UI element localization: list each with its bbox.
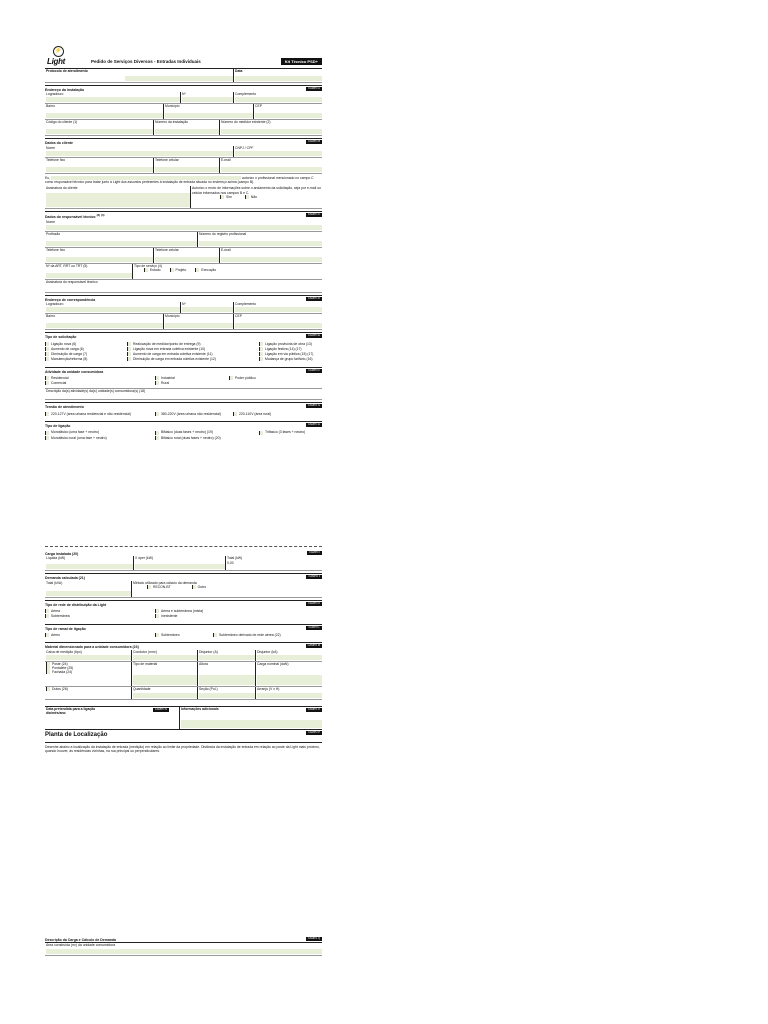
- section-installation-address: [45, 85, 322, 136]
- section-title: Tipo de ramal de ligação: [45, 626, 86, 631]
- cpf-field[interactable]: [235, 151, 322, 156]
- drawing-area[interactable]: [45, 756, 322, 936]
- request-checkbox[interactable]: [259, 342, 263, 346]
- logo-text: Light: [47, 57, 66, 66]
- request-option: Realocação de medidor/ponto de entrega (9): [133, 341, 201, 346]
- intended-date-label: Data pretendida para a ligação: [46, 706, 96, 711]
- branch-checkbox[interactable]: [155, 633, 159, 637]
- campo-tag: CAMPO G: [307, 404, 320, 408]
- execution-checkbox[interactable]: [195, 268, 199, 272]
- email-label: E-mail: [221, 157, 231, 162]
- request-option: Diminuição de carga (7): [51, 352, 87, 357]
- section-date-info: [45, 706, 322, 730]
- mail-district-label: Bairro: [46, 314, 56, 319]
- authorize-continuation: como responsável técnico para tratar junto à Light dos assuntos pertinentes à instalação de entrada situada no endereço acima (campo B).: [45, 180, 255, 184]
- client-code-label: Código do cliente (1): [46, 120, 78, 125]
- height-field[interactable]: [199, 675, 255, 685]
- section-load-description: [45, 936, 322, 956]
- mail-zip-field[interactable]: [235, 323, 322, 328]
- mail-city-label: Município: [165, 314, 180, 319]
- breaker-a-label: Disjuntor (A): [199, 649, 218, 654]
- yes-label: Sim: [226, 194, 232, 199]
- conductor-label: Condutor (mm²): [133, 649, 157, 654]
- nominal-load-label: Carga nominal (daN): [257, 661, 289, 666]
- connection-option: Bifásico (duas fases + neutro) (19): [161, 430, 213, 435]
- demand-method-label: Método utilizado para cálculo da demanda: [133, 580, 197, 585]
- number-label: Nº: [182, 92, 186, 97]
- mail-district-field[interactable]: [46, 323, 163, 328]
- demand-total-field[interactable]: [46, 591, 131, 596]
- meter-number-label: Número do medidor existente (2): [221, 120, 271, 125]
- street-label: Logradouro: [46, 92, 64, 97]
- section-request-type: [45, 332, 322, 364]
- request-option: Mudança de grupo tarifário (16): [265, 357, 313, 362]
- request-checkbox[interactable]: [45, 357, 49, 361]
- built-area-label: Área construída (m²) da unidade consumidora: [46, 942, 116, 947]
- campo-tag: CAMPO Q: [307, 936, 320, 940]
- total-load-label: Total (kW): [227, 556, 243, 561]
- page-gap: [45, 443, 322, 546]
- campo-tag: CAMPO N: [154, 707, 167, 711]
- request-checkbox[interactable]: [45, 342, 49, 346]
- activity-option: Comercial: [51, 381, 67, 386]
- campo-tag: CAMPO K: [308, 601, 320, 605]
- eu-label: Eu,: [45, 175, 51, 180]
- connection-option: Monofásico (uma fase + neutro): [51, 430, 99, 435]
- voltage-option: 220-110V (área rural): [239, 411, 272, 416]
- network-option: Aérea e subterrânea (mista): [161, 609, 204, 614]
- district-label: Bairro: [46, 104, 56, 109]
- document-title: Pedido de Serviços Diversos - Entradas Individuais: [91, 59, 201, 64]
- complement-label: Complemento: [235, 92, 257, 97]
- request-option: Ligação festiva (14) (17): [265, 346, 302, 351]
- activity-checkbox[interactable]: [155, 381, 159, 385]
- branch-checkbox[interactable]: [45, 633, 49, 637]
- kiper-label: X óper (kW): [135, 556, 154, 561]
- footnote-ref: (3) (4): [96, 213, 105, 218]
- name-field[interactable]: [46, 151, 233, 156]
- pole-label: Poste (24): [52, 661, 68, 666]
- kiper-field[interactable]: [135, 564, 225, 569]
- request-checkbox[interactable]: [127, 347, 131, 351]
- phone-field[interactable]: [46, 167, 153, 172]
- tech-phone-field[interactable]: [46, 257, 153, 262]
- mobile-field[interactable]: [155, 167, 219, 172]
- connection-option: Bifásico rural (duas fases + neutro) (20): [161, 435, 221, 440]
- network-checkbox[interactable]: [45, 614, 49, 618]
- other-label: Outro: [197, 584, 207, 589]
- section-branch-type: [45, 624, 322, 641]
- additional-info-label: Informações adicionais: [181, 706, 219, 711]
- ducts-checkbox[interactable]: [46, 687, 50, 691]
- date-field[interactable]: [235, 76, 322, 81]
- request-option: Diminuição de carga em entrada coletiva existente (12): [133, 357, 216, 362]
- email-field[interactable]: [221, 167, 322, 172]
- kit-badge: Kit Técnico PSD+: [281, 58, 322, 65]
- campo-tag: CAMPO I: [309, 550, 320, 554]
- mail-number-label: Nº: [182, 302, 186, 307]
- form-header: [45, 44, 322, 69]
- section-title: Tipo de ligação: [45, 424, 71, 429]
- request-checkbox[interactable]: [45, 352, 49, 356]
- conductor-field[interactable]: [133, 655, 197, 660]
- study-label: Estudo: [150, 268, 161, 273]
- no-checkbox[interactable]: [245, 195, 249, 199]
- connection-option: Trifásico (3 fases + neutro): [265, 430, 306, 435]
- meter-number-field[interactable]: [221, 129, 322, 134]
- tech-name-field[interactable]: [46, 225, 322, 230]
- section-title: Endereço da instalação: [45, 88, 85, 92]
- connection-checkbox[interactable]: [155, 436, 159, 440]
- section-demand: [45, 573, 322, 597]
- network-option: Aérea: [51, 609, 61, 614]
- voltage-checkbox[interactable]: [45, 412, 49, 416]
- mail-street-field[interactable]: [46, 307, 180, 312]
- tech-mobile-label: Telefone celular: [155, 247, 179, 252]
- study-checkbox[interactable]: [144, 268, 148, 272]
- campo-tag: CAMPO P: [308, 730, 320, 734]
- no-label: Não: [250, 194, 258, 199]
- tech-signature-label: Assinatura do responsável técnico: [46, 279, 98, 284]
- request-option: Manutenção/reforma (8): [51, 357, 88, 362]
- profession-label: Profissão: [46, 231, 61, 236]
- network-option: Subterrânea: [51, 614, 70, 619]
- activity-checkbox[interactable]: [45, 376, 49, 380]
- arrangement-field[interactable]: [257, 693, 322, 698]
- voltage-checkbox[interactable]: [155, 412, 159, 416]
- meter-box-field[interactable]: [46, 655, 131, 660]
- district-field[interactable]: [46, 113, 163, 118]
- section-location-plan: [45, 730, 322, 936]
- profession-field[interactable]: [46, 241, 197, 246]
- number-field[interactable]: [182, 97, 233, 102]
- activity-option: Poder público: [235, 375, 256, 380]
- network-option: Inexistente: [161, 614, 178, 619]
- request-checkbox[interactable]: [127, 352, 131, 356]
- street-field[interactable]: [46, 97, 180, 102]
- section-installed-load: [45, 550, 322, 571]
- complement-field[interactable]: [235, 97, 322, 102]
- activity-checkbox[interactable]: [155, 376, 159, 380]
- section-client: [45, 138, 322, 209]
- section-pol-label: Seção (Pol.): [199, 686, 218, 691]
- mail-city-field[interactable]: [165, 323, 233, 328]
- service-type-label: Tipo de serviço (4): [134, 263, 162, 268]
- request-option: Ligação nova (6): [51, 341, 77, 346]
- activity-checkbox[interactable]: [45, 381, 49, 385]
- activity-option: Rural: [161, 381, 170, 386]
- client-signature-field[interactable]: [46, 193, 190, 207]
- network-checkbox[interactable]: [155, 614, 159, 618]
- name-label: Nome: [46, 145, 56, 150]
- campo-tag: CAMPO O: [307, 707, 320, 711]
- activity-description-label: Descrição da(s) atividade(s) da(s) unidade(s) consumidora(s) (18): [46, 389, 146, 394]
- section-title: Tensão de atendimento: [45, 405, 84, 410]
- ducts-label: Dutos (26): [52, 686, 68, 691]
- section-pol-field[interactable]: [199, 693, 255, 698]
- request-option: Ligação em via pública (15) (17): [265, 352, 314, 357]
- pontalete-label: Pontalete (25): [52, 665, 74, 670]
- voltage-option: 220-127V (área urbana residencial e não residencial): [51, 411, 131, 416]
- branch-option: Subterrâneo derivado de rede aérea (22): [219, 632, 281, 637]
- location-plan-title: Planta de Localização: [45, 731, 108, 738]
- campo-tag: CAMPO B: [308, 140, 320, 144]
- installation-number-field[interactable]: [155, 129, 219, 134]
- date-label: Data: [235, 69, 243, 73]
- request-checkbox[interactable]: [259, 352, 263, 356]
- tech-phone-label: Telefone fixo: [46, 247, 66, 252]
- campo-tag: CAMPO C: [307, 213, 320, 217]
- execution-label: Execução: [201, 268, 217, 273]
- request-checkbox[interactable]: [259, 357, 263, 361]
- connection-checkbox[interactable]: [45, 431, 49, 435]
- campo-tag: CAMPO A: [308, 87, 320, 90]
- zip-field[interactable]: [255, 113, 322, 118]
- light-logo: [47, 46, 69, 66]
- request-checkbox[interactable]: [259, 347, 263, 351]
- city-label: Município: [165, 104, 180, 109]
- net-load-field[interactable]: [46, 564, 133, 569]
- section-title: Descrição da Carga e Cálculo de Demanda: [45, 937, 116, 942]
- campo-tag: CAMPO M: [307, 644, 320, 648]
- request-option: Aumento de carga em entrada coletiva existente (11): [133, 352, 213, 357]
- connection-checkbox[interactable]: [259, 431, 263, 435]
- section-title: Tipo de solicitação: [45, 335, 77, 340]
- section-voltage: [45, 402, 322, 419]
- request-checkbox[interactable]: [127, 357, 131, 361]
- connection-option: Monofásico rural (uma fase + neutro): [51, 435, 107, 440]
- branch-checkbox[interactable]: [213, 633, 217, 637]
- network-checkbox[interactable]: [155, 609, 159, 613]
- location-plan-instructions: Desenhe abaixo a localização da instalação de entrada (medição) em relação ao limite da propriedade. Distância da instalação de entrada em relação ao poste da Light mais próximo, quando houver, às residências vizinhas, na rua principal ou perpendiculares.: [45, 742, 322, 756]
- campo-tag: CAMPO F: [308, 368, 320, 372]
- activity-option: Industrial: [161, 375, 175, 380]
- mail-street-label: Logradouro: [46, 302, 64, 307]
- client-code-field[interactable]: [46, 129, 153, 134]
- art-label: Nº da ART, RRT ou TRT (5): [46, 263, 88, 268]
- campo-tag: CAMPO L: [308, 625, 320, 629]
- other-checkbox[interactable]: [192, 585, 196, 589]
- section-title: Endereço de correspondência: [45, 297, 96, 302]
- authorization-text: [45, 174, 322, 187]
- request-option: Aumento de carga (6): [51, 346, 84, 351]
- demand-total-label: Total (kVA): [46, 580, 63, 585]
- meter-box-label: Caixa de medição (tipo): [46, 649, 82, 654]
- request-checkbox[interactable]: [45, 347, 49, 351]
- height-label: Altura: [199, 661, 208, 666]
- recon-label: RECON-BT: [153, 584, 171, 589]
- date-format-label: dia/mês/ano: [46, 710, 66, 715]
- nominal-load-field[interactable]: [257, 675, 322, 685]
- section-title: Tipo de rede de distribuição da Light: [45, 602, 107, 607]
- section-technical: [45, 211, 322, 293]
- section-connection-type: [45, 421, 322, 443]
- authorize-text: autorizo o profissional mencionado no campo C: [242, 175, 314, 180]
- yes-checkbox[interactable]: [220, 195, 224, 199]
- net-load-label: Líquida (kW): [46, 556, 66, 561]
- total-load-value: 0,00: [227, 560, 234, 565]
- campo-tag: CAMPO D: [307, 296, 320, 300]
- request-option: Ligação nova em entrada coletiva existente (10): [133, 346, 206, 351]
- breaker-ka-field[interactable]: [257, 655, 322, 660]
- section-material: [45, 642, 322, 699]
- notification-consent-label: Autorizo o envio de informações sobre o andamento da solicitação, seja por e-mail ou celular informados nos campos B e C.: [192, 186, 321, 195]
- mail-complement-label: Complemento: [235, 302, 257, 307]
- registry-label: Número do registro profissional: [199, 231, 247, 236]
- client-signature-label: Assinatura do cliente: [46, 186, 78, 191]
- city-field[interactable]: [165, 113, 253, 118]
- section-activity: [45, 367, 322, 401]
- mail-complement-field[interactable]: [235, 307, 322, 312]
- protocol-label: Protocolo de atendimento: [46, 69, 88, 73]
- campo-tag: CAMPO J: [308, 575, 320, 579]
- facade-checkbox[interactable]: [46, 670, 50, 674]
- connection-checkbox[interactable]: [45, 436, 49, 440]
- campo-tag: CAMPO H: [307, 423, 320, 427]
- network-checkbox[interactable]: [45, 609, 49, 613]
- installation-number-label: Número da instalação: [155, 120, 188, 125]
- phone-label: Telefone fixo: [46, 157, 66, 162]
- breaker-a-field[interactable]: [199, 655, 255, 660]
- bolt-icon: ⚡: [53, 46, 64, 57]
- facade-label: Fachada (24): [52, 670, 73, 675]
- voltage-checkbox[interactable]: [233, 412, 237, 416]
- tech-email-label: E-mail: [221, 247, 231, 252]
- request-option: Ligação provisória de obra (13): [265, 341, 312, 346]
- campo-tag: CAMPO E: [308, 334, 320, 338]
- art-field[interactable]: [46, 273, 132, 278]
- section-network-type: [45, 600, 322, 622]
- tech-mobile-field[interactable]: [155, 257, 219, 262]
- tech-email-field[interactable]: [221, 257, 322, 262]
- mail-zip-label: CEP: [235, 314, 242, 319]
- built-area-field[interactable]: [46, 949, 322, 954]
- quantity-label: Quantidade: [133, 686, 151, 691]
- section-title: Material dimensionado para a unidade consumidora (23): [45, 645, 139, 650]
- arrangement-label: Arranjo (V x H): [257, 686, 280, 691]
- breaker-ka-label: Disjuntor (kA): [257, 649, 278, 654]
- activity-checkbox[interactable]: [229, 376, 233, 380]
- request-checkbox[interactable]: [127, 342, 131, 346]
- mobile-label: Telefone celular: [155, 157, 179, 162]
- project-label: Projeto: [175, 268, 187, 273]
- project-checkbox[interactable]: [170, 268, 174, 272]
- section-title: Dados do cliente: [45, 141, 74, 146]
- section-title: Carga instalada (20): [45, 551, 79, 556]
- protocol-field[interactable]: [125, 76, 233, 81]
- zip-label: CEP: [255, 104, 262, 109]
- tech-name-label: Nome: [46, 219, 56, 224]
- section-title: Atividade da unidade consumidora: [45, 369, 104, 374]
- cpf-label: CNPJ / CPF: [235, 145, 254, 150]
- quantity-field[interactable]: [133, 693, 197, 698]
- connection-checkbox[interactable]: [155, 431, 159, 435]
- branch-option: Aéreo: [51, 632, 61, 637]
- section-protocol: [45, 69, 322, 83]
- section-mail-address: [45, 295, 322, 330]
- section-title: Dados do responsável técnico: [45, 215, 96, 220]
- material-type-field[interactable]: [133, 675, 197, 685]
- section-title: Demanda calculada (21): [45, 576, 85, 581]
- registry-field[interactable]: [199, 241, 322, 246]
- branch-option: Subterrâneo: [161, 632, 180, 637]
- material-type-label: Tipo de material: [133, 661, 158, 666]
- activity-option: Residencial: [51, 375, 69, 380]
- service-request-form: [45, 44, 322, 956]
- recon-checkbox[interactable]: [147, 585, 151, 589]
- voltage-option: 380-220V (área urbana não residencial): [161, 411, 221, 416]
- mail-number-field[interactable]: [182, 307, 233, 312]
- additional-info-field[interactable]: [181, 720, 322, 728]
